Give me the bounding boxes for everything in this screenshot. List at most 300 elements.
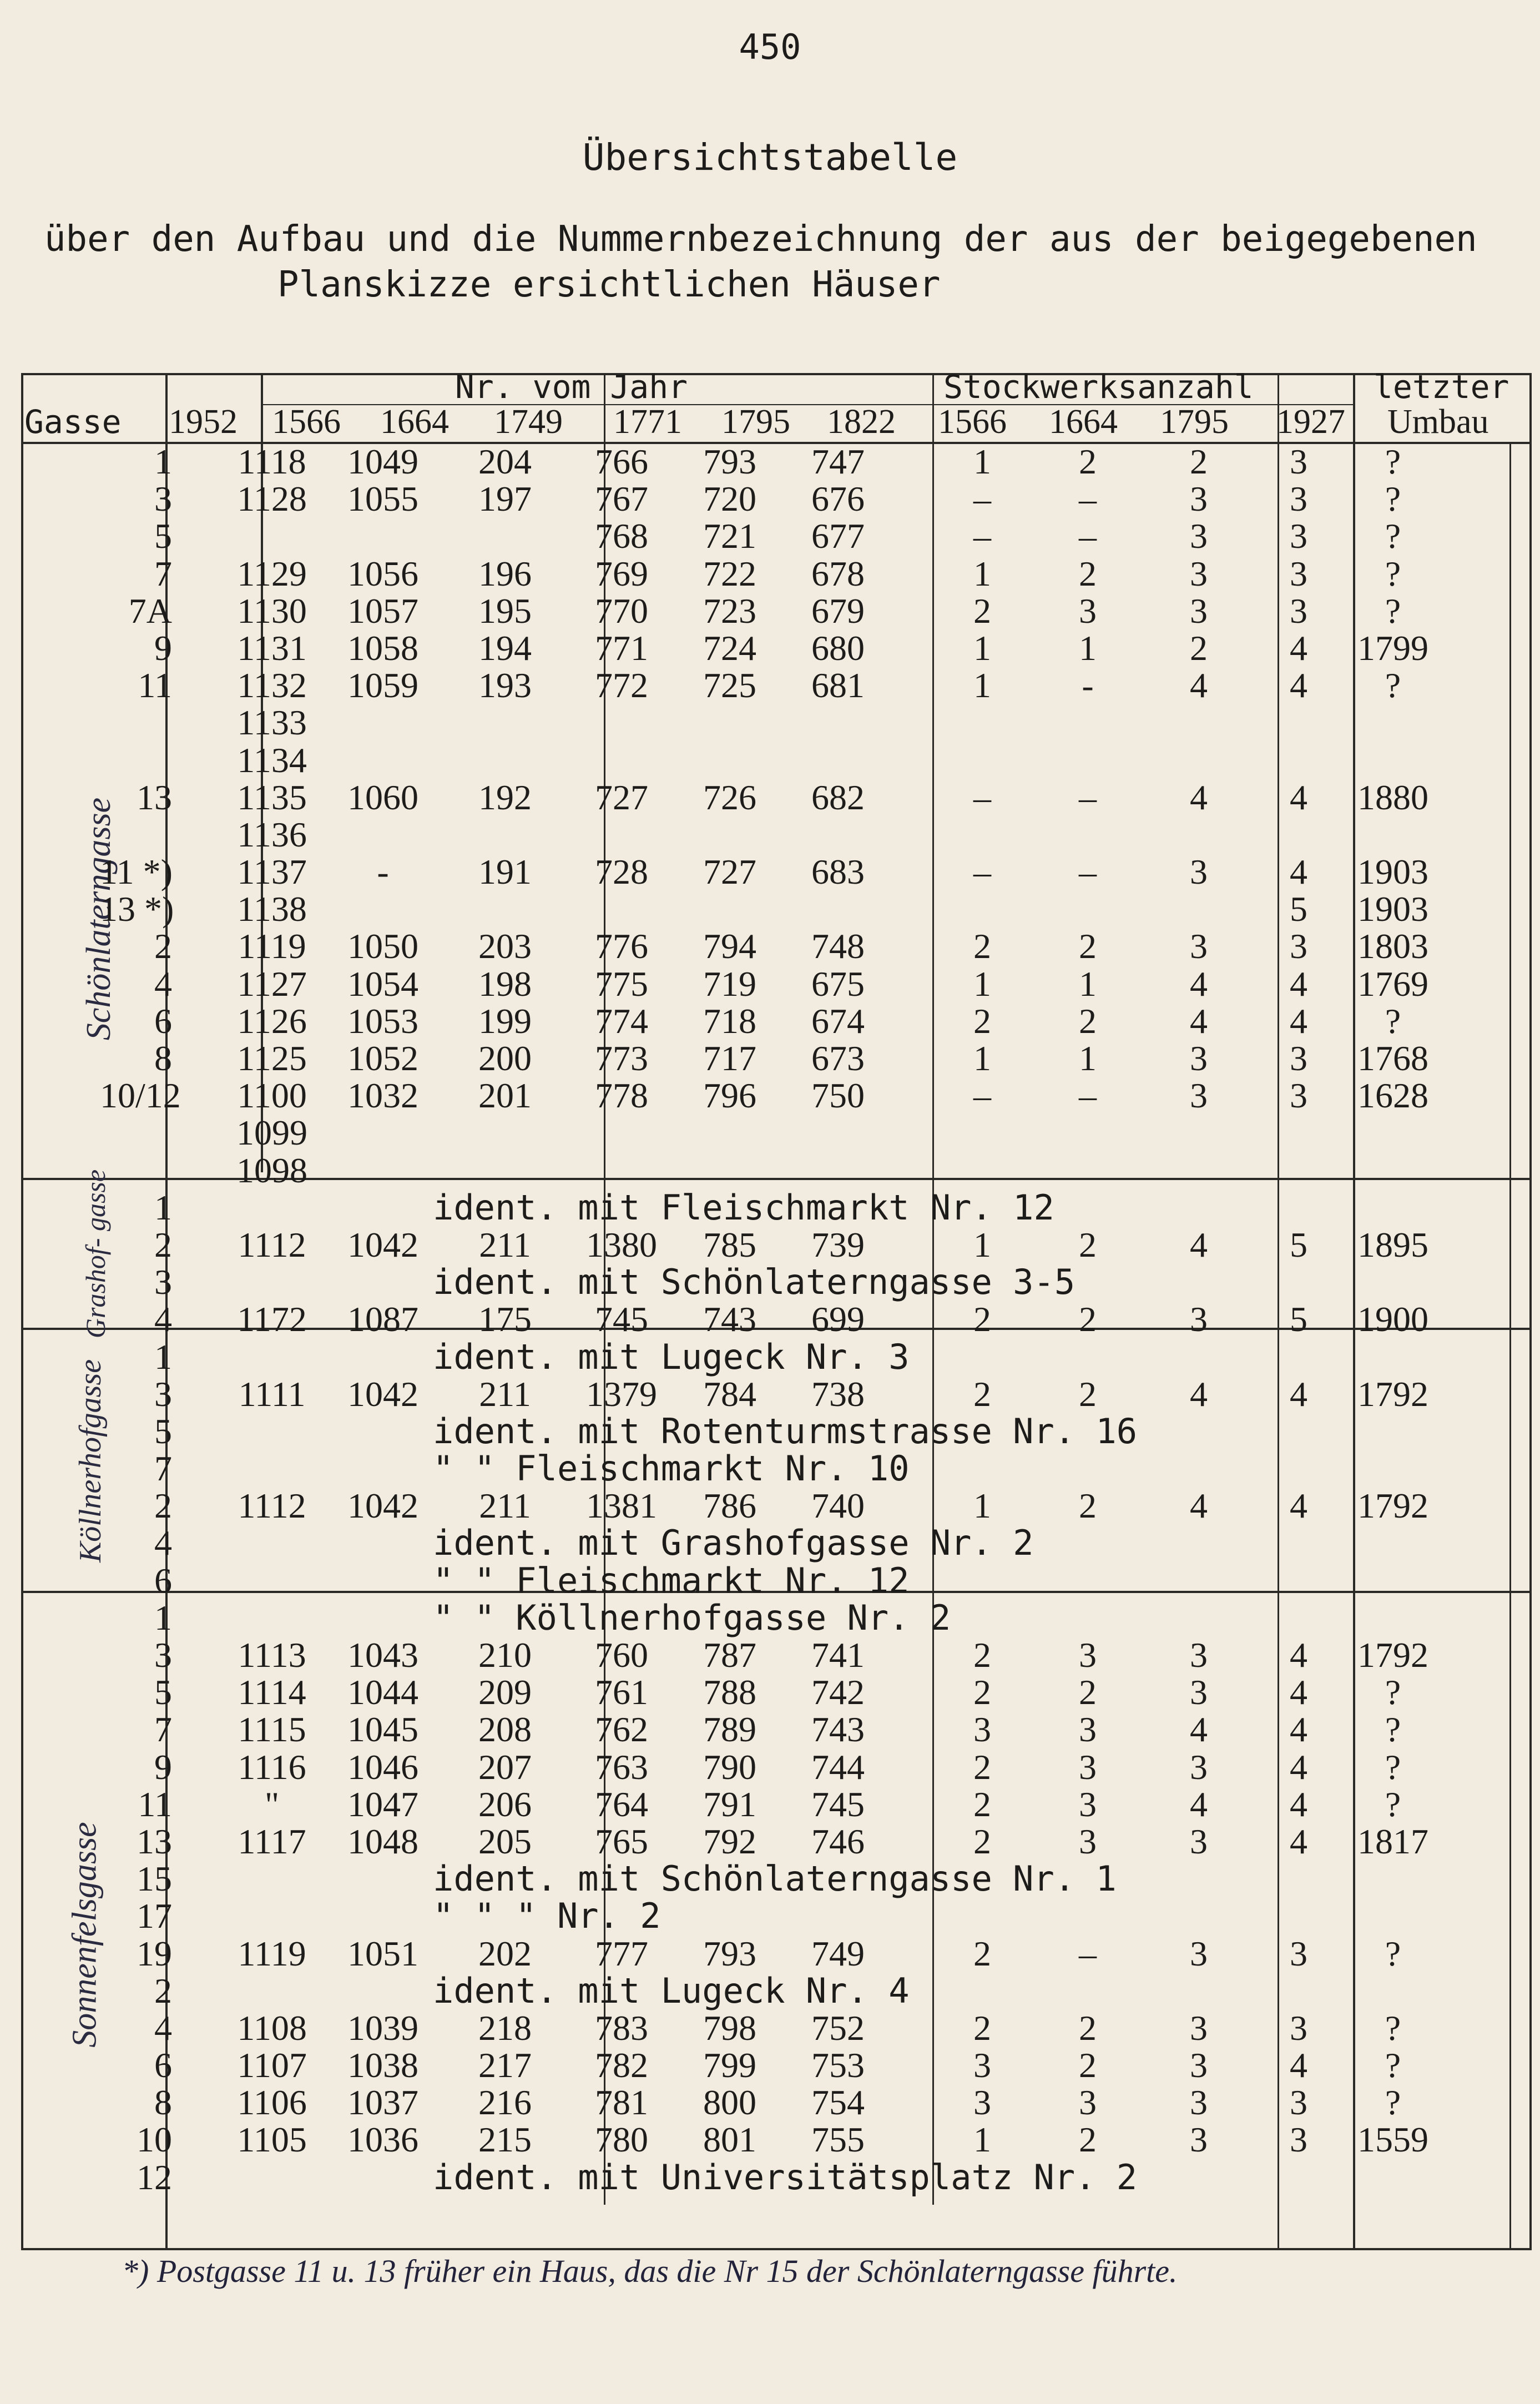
table-row	[33, 1410, 1532, 1452]
cell-nr-1771: 764	[595, 1784, 648, 1824]
cell-nr-1566: 1115	[238, 1710, 306, 1750]
cell-gasse: 3	[154, 1635, 172, 1675]
cell-stock-1795: 3	[1190, 591, 1208, 631]
cell-nr-1795: 785	[703, 1224, 756, 1264]
cell-stock-1664: –	[1079, 516, 1097, 556]
cell-umbau: ?	[1385, 1784, 1401, 1824]
cell-umbau: 1792	[1357, 1374, 1428, 1414]
cell-nr-1771: 780	[595, 2120, 648, 2160]
cell-nr-1795: 719	[703, 964, 756, 1004]
cell-stock-1566: –	[973, 852, 991, 892]
header-1771: 1771	[613, 403, 682, 441]
cell-stock-1927: 4	[1290, 852, 1307, 892]
cell-nr-1749: 209	[478, 1672, 532, 1712]
cell-stock-1927: 4	[1290, 964, 1307, 1004]
cell-gasse: 8	[154, 1039, 172, 1078]
cell-umbau: ?	[1385, 2008, 1401, 2048]
cell-umbau: ?	[1385, 2083, 1401, 2123]
cell-nr-1771: 728	[595, 852, 648, 892]
header-nr-vom-jahr: Nr. vom Jahr	[455, 368, 688, 406]
cell-nr-1566: 1134	[237, 740, 307, 780]
cell-nr-1664: 1038	[347, 2045, 418, 2085]
cell-nr-1771: 772	[595, 666, 648, 705]
cell-stock-1566: –	[973, 479, 991, 519]
cell-nr-1822: 677	[811, 516, 865, 556]
cell-nr-1771: 767	[595, 479, 648, 519]
cell-nr-1664: 1043	[347, 1635, 418, 1675]
cell-gasse: 8	[154, 2083, 172, 2123]
cell-nr-1822: 745	[811, 1784, 865, 1824]
cell-nr-1566: 1132	[237, 666, 307, 705]
cell-nr-1749: 197	[478, 479, 532, 519]
header-1822: 1822	[827, 403, 896, 441]
cell-nr-1771: 771	[595, 628, 648, 668]
table-row	[33, 1972, 1532, 2009]
cell-nr-1822: 747	[811, 442, 865, 481]
cell-nr-1771: 769	[595, 553, 648, 593]
cell-gasse: 12	[137, 2157, 172, 2197]
table-row	[33, 1636, 1532, 1674]
cell-stock-1795: 3	[1190, 1933, 1208, 1973]
cell-stock-1664: 1	[1079, 1039, 1097, 1078]
cell-stock-1664: 2	[1079, 1374, 1097, 1414]
cell-stock-1927: 5	[1290, 1224, 1307, 1264]
cell-umbau: 1559	[1357, 2120, 1428, 2160]
cell-note: " " " Nr. 2	[433, 1896, 661, 1937]
cell-umbau: 1799	[1357, 628, 1428, 668]
cell-stock-1795: 3	[1190, 553, 1208, 593]
cell-stock-1795: 3	[1190, 516, 1208, 556]
cell-stock-1566: 1	[973, 1486, 991, 1526]
footnote: *) Postgasse 11 u. 13 früher ein Haus, das die Nr 15 der Schönlaterngasse führte.	[122, 2253, 1178, 2289]
cell-umbau: 1903	[1357, 852, 1428, 892]
cell-nr-1664: 1046	[347, 1747, 418, 1787]
cell-nr-1749: 195	[478, 591, 532, 631]
cell-stock-1927: 4	[1290, 2045, 1307, 2085]
cell-nr-1566: 1112	[238, 1486, 306, 1526]
cell-nr-1822: 681	[811, 666, 865, 705]
cell-nr-1749: 200	[478, 1039, 532, 1078]
cell-stock-1664: 1	[1079, 964, 1097, 1004]
header-1566: 1566	[272, 403, 341, 441]
table-row	[33, 1040, 1532, 1077]
cell-nr-1664: 1036	[347, 2120, 418, 2160]
cell-nr-1771: 777	[595, 1933, 648, 1973]
header-umbau: Umbau	[1387, 403, 1489, 441]
cell-stock-1566: 2	[973, 1672, 991, 1712]
cell-nr-1749: 192	[478, 777, 532, 817]
cell-gasse: 7	[154, 1710, 172, 1750]
cell-nr-1566: 1130	[237, 591, 307, 631]
cell-nr-1771: 782	[595, 2045, 648, 2085]
cell-nr-1566: 1107	[237, 2045, 307, 2085]
table-row	[33, 1375, 1532, 1413]
cell-nr-1566: 1137	[237, 852, 307, 892]
cell-nr-1795: 792	[703, 1821, 756, 1861]
cell-stock-1664: 3	[1079, 591, 1097, 631]
cell-stock-1664: –	[1079, 777, 1097, 817]
cell-note: " " Fleischmarkt Nr. 10	[433, 1448, 910, 1489]
cell-stock-1927: 3	[1290, 442, 1307, 481]
cell-nr-1664: 1052	[347, 1039, 418, 1078]
cell-nr-1822: 753	[811, 2045, 865, 2085]
cell-nr-1566: "	[264, 1784, 280, 1824]
cell-nr-1749: 194	[478, 628, 532, 668]
cell-stock-1664: 3	[1079, 1784, 1097, 1824]
cell-nr-1566: 1136	[237, 814, 307, 854]
cell-stock-1795: 3	[1190, 1076, 1208, 1116]
table-body	[33, 443, 1532, 2196]
cell-nr-1664: 1057	[347, 591, 418, 631]
cell-stock-1566: 1	[973, 442, 991, 481]
cell-stock-1566: 3	[973, 1710, 991, 1750]
table-row	[33, 1786, 1532, 1823]
cell-nr-1795: 724	[703, 628, 756, 668]
table-row	[33, 555, 1532, 592]
cell-stock-1795: 3	[1190, 1672, 1208, 1712]
cell-nr-1749: 208	[478, 1710, 532, 1750]
cell-umbau: 1792	[1357, 1486, 1428, 1526]
cell-nr-1749: 202	[478, 1933, 532, 1973]
cell-nr-1771: 745	[595, 1299, 648, 1339]
cell-nr-1664: 1053	[347, 1001, 418, 1041]
cell-note: " " Köllnerhofgasse Nr. 2	[433, 1597, 951, 1638]
cell-nr-1749: 211	[479, 1224, 531, 1264]
cell-nr-1822: 749	[811, 1933, 865, 1973]
cell-gasse: 4	[154, 1299, 172, 1339]
table-row	[33, 1523, 1532, 1564]
cell-nr-1664: 1042	[347, 1374, 418, 1414]
cell-nr-1566: 1118	[238, 442, 306, 481]
cell-nr-1795: 796	[703, 1076, 756, 1116]
cell-gasse: 9	[154, 1747, 172, 1787]
cell-nr-1566: 1116	[238, 1747, 306, 1787]
cell-note: " " Fleischmarkt Nr. 12	[433, 1560, 910, 1601]
cell-stock-1927: 4	[1290, 1710, 1307, 1750]
cell-note: ident. mit Schönlaterngasse Nr. 1	[433, 1858, 1117, 1899]
cell-gasse: 11	[138, 1784, 172, 1824]
cell-stock-1927: 4	[1290, 666, 1307, 705]
cell-nr-1664: 1037	[347, 2083, 418, 2123]
cell-nr-1795: 793	[703, 442, 756, 481]
cell-stock-1664: 3	[1079, 2083, 1097, 2123]
cell-nr-1795: 800	[703, 2083, 756, 2123]
cell-nr-1749: 204	[478, 442, 532, 481]
cell-umbau: ?	[1385, 591, 1401, 631]
header-stockwerksanzahl: Stockwerksanzahl	[943, 368, 1254, 406]
cell-nr-1795: 727	[703, 852, 756, 892]
cell-stock-1795: 4	[1190, 1224, 1208, 1264]
cell-nr-1771: 762	[595, 1710, 648, 1750]
subtitle-line-1: über den Aufbau und die Nummernbezeichnung der aus der beigegebenen	[44, 219, 1477, 260]
cell-nr-1795: 799	[703, 2045, 756, 2085]
cell-stock-1795: 4	[1190, 1710, 1208, 1750]
cell-stock-1664: 2	[1079, 553, 1097, 593]
cell-nr-1795: 801	[703, 2120, 756, 2160]
cell-nr-1795: 784	[703, 1374, 756, 1414]
cell-stock-1927: 5	[1290, 889, 1307, 929]
table-row	[33, 1674, 1532, 1711]
cell-nr-1664: 1087	[347, 1299, 418, 1339]
table-row	[33, 1002, 1532, 1040]
cell-umbau: ?	[1385, 553, 1401, 593]
cell-stock-1566: 3	[973, 2083, 991, 2123]
page-title: Übersichtstabelle	[582, 136, 958, 179]
cell-umbau: ?	[1385, 1672, 1401, 1712]
cell-nr-1795: 798	[703, 2008, 756, 2048]
table-row	[33, 1860, 1532, 1897]
cell-umbau: 1769	[1357, 964, 1428, 1004]
cell-stock-1566: –	[973, 777, 991, 817]
cell-gasse: 7	[154, 1449, 172, 1489]
table-row	[33, 1823, 1532, 1860]
cell-stock-1664: 2	[1079, 926, 1097, 966]
cell-stock-1927: 3	[1290, 2120, 1307, 2160]
cell-stock-1566: 2	[973, 1933, 991, 1973]
cell-gasse: 5	[154, 1672, 172, 1712]
cell-gasse: 1	[154, 1337, 172, 1377]
cell-nr-1566: 1131	[237, 628, 307, 668]
cell-nr-1664: 1054	[347, 964, 418, 1004]
cell-umbau: ?	[1385, 2045, 1401, 2085]
cell-nr-1771: 776	[595, 926, 648, 966]
cell-nr-1749: 211	[479, 1374, 531, 1414]
table-row	[33, 517, 1532, 555]
table-row	[33, 704, 1532, 741]
cell-nr-1771: 766	[595, 442, 648, 481]
cell-gasse: 2	[154, 1486, 172, 1526]
cell-nr-1566: 1099	[236, 1113, 307, 1153]
cell-umbau: ?	[1385, 516, 1401, 556]
cell-nr-1749: 196	[478, 553, 532, 593]
cell-stock-1566: –	[973, 1076, 991, 1116]
cell-gasse: 13	[137, 777, 172, 817]
cell-nr-1664: 1032	[347, 1076, 418, 1116]
cell-nr-1771: 1380	[586, 1224, 657, 1264]
cell-umbau: 1900	[1357, 1299, 1428, 1339]
cell-umbau: ?	[1385, 1001, 1401, 1041]
table-row	[33, 1301, 1532, 1338]
cell-umbau: 1628	[1357, 1076, 1428, 1116]
cell-gasse: 11	[138, 666, 172, 705]
cell-nr-1749: 210	[478, 1635, 532, 1675]
cell-nr-1566: 1125	[237, 1039, 307, 1078]
cell-gasse: 2	[154, 1970, 172, 2010]
cell-stock-1795: 3	[1190, 1821, 1208, 1861]
cell-nr-1566: 1133	[237, 703, 307, 743]
cell-gasse: 6	[154, 2045, 172, 2085]
cell-nr-1822: 746	[811, 1821, 865, 1861]
cell-nr-1795: 722	[703, 553, 756, 593]
cell-stock-1795: 4	[1190, 1374, 1208, 1414]
cell-nr-1749: 198	[478, 964, 532, 1004]
table-row	[33, 480, 1532, 517]
cell-stock-1927: 4	[1290, 1001, 1307, 1041]
cell-gasse: 6	[154, 1560, 172, 1600]
cell-stock-1566: 2	[973, 926, 991, 966]
table-row	[33, 1599, 1532, 1636]
table-row	[33, 816, 1532, 853]
header-1749: 1749	[494, 403, 563, 441]
cell-stock-1795: 3	[1190, 1299, 1208, 1339]
cell-nr-1664: 1047	[347, 1784, 418, 1824]
cell-nr-1749: 216	[478, 2083, 532, 2123]
cell-nr-1566: 1113	[238, 1635, 306, 1675]
cell-nr-1822: 738	[811, 1374, 865, 1414]
cell-umbau: ?	[1385, 1747, 1401, 1787]
cell-stock-1566: 2	[973, 1821, 991, 1861]
cell-nr-1566: 1172	[237, 1299, 307, 1339]
cell-umbau: ?	[1385, 666, 1401, 705]
cell-stock-1664: 3	[1079, 1710, 1097, 1750]
cell-nr-1822: 683	[811, 852, 865, 892]
cell-nr-1749: 175	[478, 1299, 532, 1339]
table-row	[33, 1896, 1532, 1937]
cell-stock-1927: 3	[1290, 1076, 1307, 1116]
cell-gasse: 17	[137, 1896, 172, 1936]
cell-nr-1822: 699	[811, 1299, 865, 1339]
cell-stock-1927: 4	[1290, 1672, 1307, 1712]
cell-nr-1822: 742	[811, 1672, 865, 1712]
cell-gasse: 1	[154, 1187, 172, 1227]
cell-umbau: 1880	[1357, 777, 1428, 817]
cell-stock-1927: 4	[1290, 1374, 1307, 1414]
cell-note: ident. mit Rotenturmstrasse Nr. 16	[433, 1410, 1138, 1452]
cell-gasse: 2	[154, 1224, 172, 1264]
cell-gasse: 1	[154, 1597, 172, 1637]
cell-gasse: 5	[154, 516, 172, 556]
cell-nr-1822: 682	[811, 777, 865, 817]
street-label-schoenlaterngasse: Schönlaterngasse	[80, 797, 118, 1041]
header-1664: 1664	[380, 403, 449, 441]
cell-nr-1771: 773	[595, 1039, 648, 1078]
cell-nr-1822: 741	[811, 1635, 865, 1675]
cell-nr-1664: 1042	[347, 1224, 418, 1264]
cell-gasse: 2	[154, 926, 172, 966]
street-label-koellnerhofgasse: Köllnerhofgasse	[73, 1359, 108, 1563]
cell-nr-1664: 1050	[347, 926, 418, 966]
cell-nr-1749: 203	[478, 926, 532, 966]
cell-nr-1566: 1119	[238, 926, 306, 966]
cell-nr-1822: 676	[811, 479, 865, 519]
cell-stock-1927: 4	[1290, 1784, 1307, 1824]
cell-stock-1664: 2	[1079, 2008, 1097, 2048]
cell-nr-1749: 207	[478, 1747, 532, 1787]
cell-stock-1664: 2	[1079, 1224, 1097, 1264]
cell-stock-1664: 3	[1079, 1821, 1097, 1861]
cell-stock-1664: 2	[1079, 1486, 1097, 1526]
table-row	[33, 1226, 1532, 1263]
cell-nr-1664: 1044	[347, 1672, 418, 1712]
cell-gasse: 13 *)	[100, 889, 174, 929]
table-row	[33, 629, 1532, 667]
cell-stock-1927: 3	[1290, 479, 1307, 519]
cell-stock-1566: 2	[973, 591, 991, 631]
cell-gasse: 9	[154, 628, 172, 668]
cell-stock-1664: 1	[1079, 628, 1097, 668]
cell-stock-1795: 3	[1190, 926, 1208, 966]
cell-nr-1664: 1049	[347, 442, 418, 481]
table-row	[33, 890, 1532, 928]
cell-nr-1664: 1060	[347, 777, 418, 817]
cell-stock-1795: 3	[1190, 1039, 1208, 1078]
cell-stock-1566: 1	[973, 1039, 991, 1078]
cell-nr-1749: 201	[478, 1076, 532, 1116]
table-row	[33, 667, 1532, 704]
cell-nr-1771: 1381	[586, 1486, 657, 1526]
cell-nr-1566: 1098	[236, 1150, 307, 1190]
cell-stock-1927: 3	[1290, 1933, 1307, 1973]
cell-stock-1795: 4	[1190, 1784, 1208, 1824]
cell-nr-1795: 793	[703, 1933, 756, 1973]
cell-stock-1566: 1	[973, 1224, 991, 1264]
cell-stock-1927: 3	[1290, 926, 1307, 966]
table-row	[33, 1487, 1532, 1524]
table-row	[33, 928, 1532, 965]
cell-stock-1927: 3	[1290, 553, 1307, 593]
cell-nr-1771: 761	[595, 1672, 648, 1712]
cell-stock-1927: 3	[1290, 516, 1307, 556]
cell-nr-1566: 1105	[237, 2120, 307, 2160]
cell-note: ident. mit Schönlaterngasse 3-5	[433, 1262, 1076, 1303]
cell-stock-1664: -	[1082, 666, 1094, 705]
cell-stock-1795: 3	[1190, 2008, 1208, 2048]
cell-nr-1749: 211	[479, 1486, 531, 1526]
header-s1566: 1566	[938, 403, 1007, 441]
cell-stock-1566: 1	[973, 2120, 991, 2160]
cell-nr-1749: 205	[478, 1821, 532, 1861]
page-number: 450	[739, 27, 801, 67]
cell-nr-1822: 744	[811, 1747, 865, 1787]
cell-gasse: 19	[137, 1933, 172, 1973]
cell-nr-1664: -	[377, 852, 389, 892]
cell-stock-1664: 3	[1079, 1635, 1097, 1675]
table-row	[33, 1562, 1532, 1599]
cell-nr-1566: 1128	[237, 479, 307, 519]
cell-stock-1664: 2	[1079, 442, 1097, 481]
cell-nr-1795: 723	[703, 591, 756, 631]
cell-nr-1664: 1055	[347, 479, 418, 519]
table-row	[33, 592, 1532, 629]
cell-nr-1749: 191	[478, 852, 532, 892]
cell-stock-1927: 4	[1290, 1635, 1307, 1675]
cell-nr-1566: 1135	[237, 777, 307, 817]
cell-umbau: 1768	[1357, 1039, 1428, 1078]
cell-stock-1795: 3	[1190, 1635, 1208, 1675]
cell-umbau: 1895	[1357, 1224, 1428, 1264]
cell-nr-1664: 1051	[347, 1933, 418, 1973]
cell-nr-1795: 787	[703, 1635, 756, 1675]
table-row	[33, 2084, 1532, 2121]
cell-stock-1566: 2	[973, 2008, 991, 2048]
cell-nr-1771: 763	[595, 1747, 648, 1787]
cell-nr-1566: 1126	[237, 1001, 307, 1041]
subtitle-line-2: Planskizze ersichtlichen Häuser	[277, 264, 941, 305]
cell-stock-1927: 3	[1290, 2008, 1307, 2048]
table-row	[33, 443, 1532, 480]
cell-stock-1795: 4	[1190, 964, 1208, 1004]
cell-umbau: 1792	[1357, 1635, 1428, 1675]
cell-nr-1566: 1108	[237, 2008, 307, 2048]
cell-nr-1822: 673	[811, 1039, 865, 1078]
cell-nr-1771: 727	[595, 777, 648, 817]
cell-stock-1795: 3	[1190, 2045, 1208, 2085]
cell-nr-1566: 1114	[238, 1672, 306, 1712]
header-s1927: 1927	[1276, 403, 1345, 441]
cell-nr-1664: 1058	[347, 628, 418, 668]
cell-gasse: 7A	[128, 591, 172, 631]
cell-umbau: 1817	[1357, 1821, 1428, 1861]
